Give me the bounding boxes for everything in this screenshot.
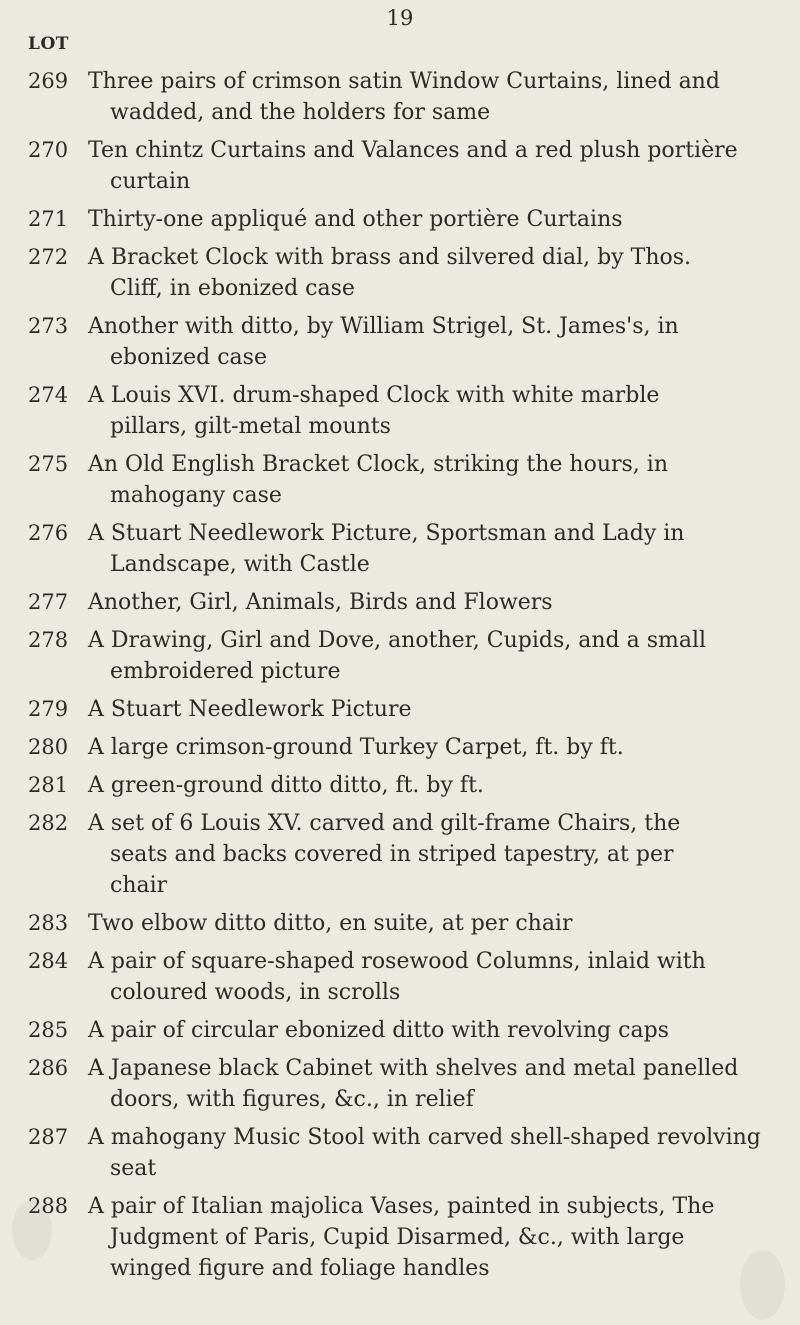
lot-number: 269	[28, 69, 69, 93]
lot-entry	[0, 808, 800, 901]
lot-entry	[0, 1122, 800, 1184]
lot-description-line: A set of 6 Louis XV. carved and gilt-frame Chairs, the	[88, 811, 681, 836]
lot-description-line: Thirty-one appliqué and other portière Curtains	[88, 207, 623, 232]
lot-description-line: Another with ditto, by William Strigel, St. James's, in	[88, 314, 679, 339]
lot-description-line: pillars, gilt-metal mounts	[110, 414, 391, 439]
lot-description-line: A Stuart Needlework Picture, Sportsman and Lady in	[88, 521, 685, 546]
lot-description-line: seat	[110, 1156, 157, 1181]
paper-stain	[740, 1250, 785, 1320]
lot-entry	[0, 732, 800, 763]
lot-description-line: wadded, and the holders for same	[110, 100, 491, 125]
lot-description-line: A green-ground ditto ditto, ft. by ft.	[88, 773, 484, 798]
lot-entry	[0, 311, 800, 373]
lot-description-line: A pair of circular ebonized ditto with revolving caps	[88, 1018, 669, 1043]
lot-number: 287	[28, 1125, 69, 1149]
page-number: 19	[386, 6, 414, 30]
lot-description	[88, 587, 770, 618]
lot-description-line: An Old English Bracket Clock, striking the hours, in	[88, 452, 668, 477]
lot-number: 284	[28, 949, 69, 973]
lot-description-line: winged figure and foliage handles	[110, 1256, 490, 1281]
lot-description-line: A mahogany Music Stool with carved shell-shaped revolving	[88, 1125, 761, 1150]
paper-stain	[12, 1200, 52, 1260]
lot-description	[88, 808, 770, 901]
lot-number: 276	[28, 521, 69, 545]
lot-description	[88, 1122, 770, 1184]
lot-number: 274	[28, 383, 69, 407]
lot-description	[88, 66, 770, 128]
lot-number: 272	[28, 245, 69, 269]
lot-description-line: doors, with figures, &c., in relief	[110, 1087, 474, 1112]
lot-column-header: LOT	[28, 34, 69, 54]
lot-description-line: A Bracket Clock with brass and silvered dial, by Thos.	[88, 245, 692, 270]
lot-entry	[0, 694, 800, 725]
lot-description-line: coloured woods, in scrolls	[110, 980, 401, 1005]
lot-number: 279	[28, 697, 69, 721]
lot-entry	[0, 66, 800, 128]
lot-description	[88, 449, 770, 511]
lot-entry	[0, 1015, 800, 1046]
lot-description-line: Ten chintz Curtains and Valances and a red plush portière	[88, 138, 738, 163]
lot-entry	[0, 1053, 800, 1115]
lot-entry	[0, 204, 800, 235]
lot-list	[0, 66, 800, 1291]
lot-description	[88, 908, 770, 939]
lot-description	[88, 694, 770, 725]
lot-description-line: chair	[110, 873, 168, 898]
lot-description	[88, 380, 770, 442]
lot-number: 285	[28, 1018, 69, 1042]
lot-description-line: A Drawing, Girl and Dove, another, Cupids, and a small	[88, 628, 707, 653]
lot-entry	[0, 770, 800, 801]
lot-description	[88, 625, 770, 687]
lot-number: 270	[28, 138, 69, 162]
lot-description-line: A large crimson-ground Turkey Carpet, ft. by ft.	[88, 735, 624, 760]
lot-entry	[0, 380, 800, 442]
lot-number: 282	[28, 811, 69, 835]
lot-description-line: mahogany case	[110, 483, 282, 508]
lot-entry	[0, 908, 800, 939]
lot-entry	[0, 242, 800, 304]
lot-number: 288	[28, 1194, 69, 1218]
lot-entry	[0, 625, 800, 687]
lot-description-line: seats and backs covered in striped tapestry, at per	[110, 842, 674, 867]
lot-description-line: ebonized case	[110, 345, 267, 370]
lot-description-line: Three pairs of crimson satin Window Curtains, lined and	[88, 69, 720, 94]
lot-number: 278	[28, 628, 69, 652]
lot-description-line: A Louis XVI. drum-shaped Clock with white marble	[88, 383, 660, 408]
lot-number: 283	[28, 911, 69, 935]
lot-description	[88, 1053, 770, 1115]
lot-description	[88, 770, 770, 801]
lot-description	[88, 311, 770, 373]
lot-description	[88, 204, 770, 235]
lot-description	[88, 1015, 770, 1046]
lot-description-line: A pair of Italian majolica Vases, painted in subjects, The	[88, 1194, 715, 1219]
lot-number: 275	[28, 452, 69, 476]
lot-description	[88, 732, 770, 763]
lot-entry	[0, 946, 800, 1008]
lot-number: 286	[28, 1056, 69, 1080]
lot-description	[88, 946, 770, 1008]
lot-description	[88, 518, 770, 580]
lot-description	[88, 242, 770, 304]
lot-description-line: A pair of square-shaped rosewood Columns, inlaid with	[88, 949, 706, 974]
lot-entry	[0, 1191, 800, 1284]
lot-description-line: A Stuart Needlework Picture	[88, 697, 412, 722]
lot-number: 271	[28, 207, 69, 231]
lot-number: 281	[28, 773, 69, 797]
lot-entry	[0, 587, 800, 618]
lot-description	[88, 1191, 770, 1284]
lot-number: 277	[28, 590, 69, 614]
lot-entry	[0, 449, 800, 511]
lot-entry	[0, 518, 800, 580]
lot-number: 280	[28, 735, 69, 759]
lot-description-line: Another, Girl, Animals, Birds and Flowers	[88, 590, 553, 615]
lot-description-line: curtain	[110, 169, 191, 194]
lot-entry	[0, 135, 800, 197]
lot-description	[88, 135, 770, 197]
lot-number: 273	[28, 314, 69, 338]
lot-description-line: Two elbow ditto ditto, en suite, at per chair	[88, 911, 573, 936]
lot-description-line: embroidered picture	[110, 659, 341, 684]
lot-description-line: Landscape, with Castle	[110, 552, 370, 577]
lot-description-line: A Japanese black Cabinet with shelves and metal panelled	[88, 1056, 739, 1081]
lot-description-line: Judgment of Paris, Cupid Disarmed, &c., with large	[110, 1225, 685, 1250]
lot-description-line: Cliff, in ebonized case	[110, 276, 355, 301]
